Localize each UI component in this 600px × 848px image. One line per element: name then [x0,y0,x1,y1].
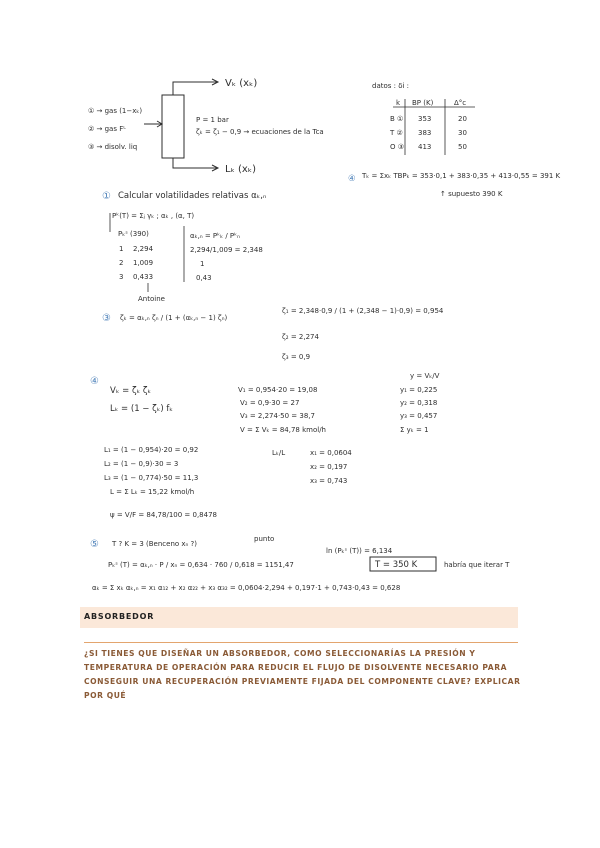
step-5-line1: T ? K = 3 (Benceno xₙ ?) [112,540,198,548]
v-value: V₃ = 2,274·50 = 38,7 [240,412,315,420]
recovery-condition: ζₖ = ζ₁ − 0,9 → ecuaciones de la Tca [196,128,324,136]
step-3 [102,307,444,361]
alpha-header: αₖ,ₙ = Pᵏₖ / Pᵏₙ [190,232,240,240]
table-cell: 413 [418,143,432,151]
table-cell: 30 [458,129,467,137]
iterate-note: habría que iterar T [444,561,510,569]
question-text: ¿SI TIENES QUE DISEÑAR UN ABSORBEDOR, COMO SELECCIONARÍAS LA PRESIÓN Y TEMPERATURA DE OPERACIÓN PARA REDUCIR EL FLUJO DE DISOLVENTE NECESARIO PARA CONSEGUIR UNA RECUPERACIÓN PREVIAMENTE FIJADA DEL COMPONENTE CLAVE? EXPLICAR POR QUÉ [84,649,521,700]
l-total: L = Σ Lₖ = 15,22 kmol/h [110,488,195,496]
assumed-temperature: ↑ supuesto 390 K [440,190,503,198]
y-value: y₁ = 0,225 [400,386,438,394]
alpha-value: 2,294/1,009 = 2,348 [190,246,263,254]
table-header-bp: BP (K) [412,99,434,107]
step-1 [102,191,266,303]
drum-vessel [162,95,184,158]
table-cell: 383 [418,129,432,137]
vapor-equation: Vₖ = ζₖ ζₖ [110,386,152,396]
y-sum: Σ yₖ = 1 [400,426,429,434]
step-4-marker: ④ [348,174,356,184]
l-value: L₃ = (1 − 0,774)·50 = 11,3 [104,474,199,482]
data-table [348,82,561,198]
psat-header: Pₖˢ (390) [118,230,149,238]
alpha-value: 0,43 [196,274,212,282]
temperature-estimate: Tₖ = Σxₖ TBPₖ = 353·0,1 + 383·0,35 + 413·0,55 = 391 K [362,172,561,180]
step-1-title: Calcular volatilidades relativas αₖ,ₙ [118,191,267,201]
liquid-arrow [173,158,218,168]
ln-equation: ln (Pₖˢ (T)) = 6,134 [326,547,393,555]
table-caption: datos : δi : [372,82,410,90]
step-4 [90,372,440,519]
zeta-3: ζ₃ = 0,9 [282,353,311,361]
x-value: x₁ = 0,0604 [310,449,352,457]
zeta-1: ζ₁ = 2,348·0,9 / (1 + (2,348 − 1)·0,9) = 0,954 [282,307,444,315]
l-value: L₁ = (1 − 0,954)·20 = 0,92 [104,446,199,454]
table-cell: 50 [458,143,467,151]
table-cell: B ① [390,115,404,123]
section-title: ABSORBEDOR [84,612,155,621]
vapor-label: Vₖ (xₖ) [225,78,258,89]
step-4-number: ④ [90,376,99,387]
feed-1-label: ① → gas (1−xₖ) [88,107,143,115]
step-1-number: ① [102,191,111,202]
table-cell: 20 [458,115,467,123]
psat-value: 0,433 [133,273,154,281]
step-3-number: ③ [102,313,111,324]
v-value: V₂ = 0,9·30 = 27 [240,399,300,407]
y-value: y₂ = 0,318 [400,399,438,407]
alpha-value: 1 [200,260,205,268]
pressure-condition: P = 1 bar [196,116,229,124]
step-3-formula: ζₖ = αₖ,ₙ ζₙ / (1 + (αₖ,ₙ − 1) ζₙ) [120,314,228,322]
step-5-number: ⑤ [90,539,99,550]
temperature-result: T = 350 K [375,560,418,570]
section-divider [84,642,518,643]
psat-value: 1,009 [133,259,154,267]
row-label: 2 [119,259,124,267]
x-value: x₂ = 0,197 [310,463,348,471]
liquid-label: Lₖ (xₖ) [225,164,256,175]
table-header-fc: Δ°c [454,99,467,107]
row-label: 1 [119,245,124,253]
table-cell: T ② [390,129,403,137]
flash-drum-diagram [88,78,324,175]
feed-2-label: ② → gas Fᴸ [88,125,126,133]
step-1-formula: Pᵏ(T) = Σⱼ γₖ ; αₖ , (α, T) [112,212,195,220]
step-5-formula: Pₖˢ (T) = αₖ,ₙ · P / xₙ = 0,634 · 760 / 0,618 = 1151,47 [108,561,294,569]
y-value: y₃ = 0,457 [400,412,438,420]
v-total: V = Σ Vₖ = 84,78 kmol/h [240,426,326,434]
feed-3-label: ③ → disolv. liq [88,143,138,151]
table-header-k: k [396,99,401,107]
v-value: V₁ = 0,954·20 = 19,08 [238,386,318,394]
psat-value: 2,294 [133,245,154,253]
x-header: Lₖ/L [272,449,286,457]
liquid-equation: Lₖ = (1 − ζₖ) fₖ [110,404,174,414]
zeta-2: ζ₂ = 2,274 [282,333,319,341]
step-5-sum: αₖ = Σ xₖ αₖ,ₙ = x₁ α₁₂ + x₂ α₂₂ + x₃ α₃₂ = 0,0604·2,294 + 0,197·1 + 0,743·0,43 = 0,628 [92,584,401,592]
y-header: y = Vₖ/V [410,372,440,380]
antoine-label: Antoine [138,295,165,303]
step-5-note: punto [254,535,275,543]
vapor-arrow [173,82,218,95]
table-cell: 353 [418,115,432,123]
psi-value: ψ = V/F = 84,78/100 = 0,8478 [110,511,217,519]
table-cell: O ③ [390,143,405,151]
step-5 [90,535,510,592]
l-value: L₂ = (1 − 0,9)·30 = 3 [104,460,179,468]
x-value: x₃ = 0,743 [310,477,348,485]
row-label: 3 [119,273,124,281]
